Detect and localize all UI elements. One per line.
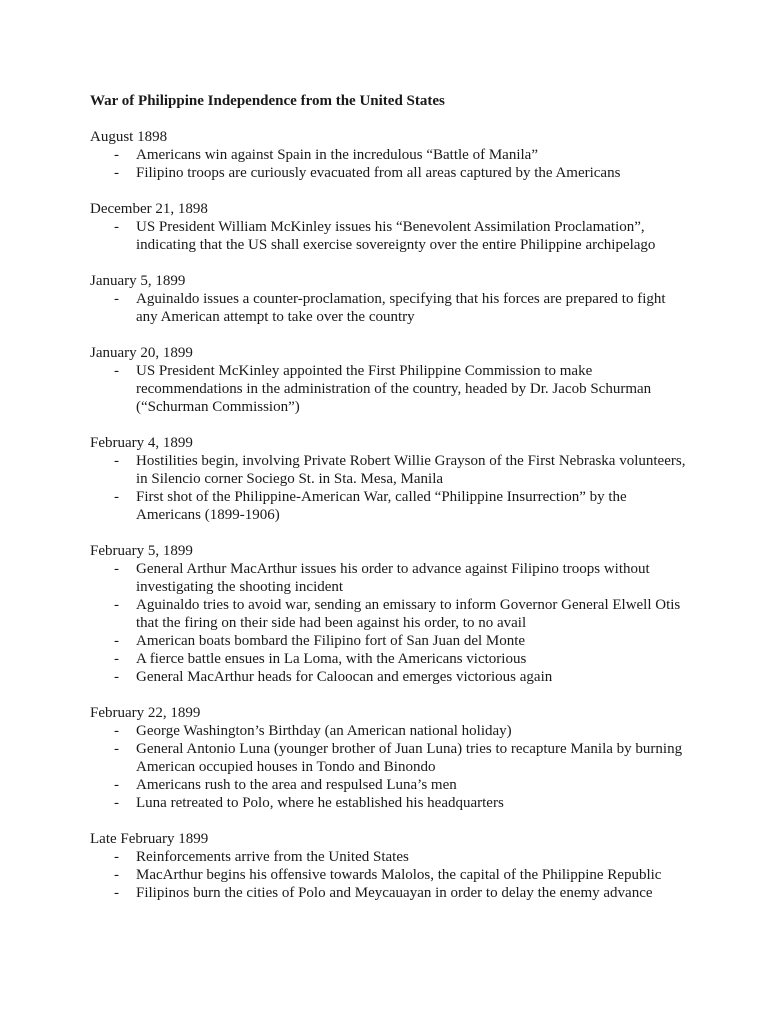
timeline-section	[90, 542, 690, 686]
timeline-section	[90, 434, 690, 524]
bullet-dash: -	[114, 147, 119, 163]
list-item-text: General MacArthur heads for Caloocan and emerges victorious again	[136, 669, 553, 685]
bullet-list	[90, 848, 690, 902]
bullet-dash: -	[114, 219, 119, 235]
bullet-list	[90, 560, 690, 686]
list-item-text: Americans rush to the area and respulsed Luna’s men	[136, 777, 457, 793]
list-item	[90, 884, 690, 902]
section-date: January 20, 1899	[90, 345, 193, 361]
section-date: August 1898	[90, 129, 168, 145]
timeline-section	[90, 704, 690, 812]
bullet-list	[90, 146, 690, 182]
list-item	[90, 866, 690, 884]
list-item-text: Reinforcements arrive from the United States	[136, 849, 409, 865]
list-item-text: Luna retreated to Polo, where he established his headquarters	[136, 795, 504, 811]
list-item	[90, 560, 690, 596]
bullet-dash: -	[114, 723, 119, 739]
list-item	[90, 488, 690, 524]
bullet-dash: -	[114, 633, 119, 649]
section-date: February 4, 1899	[90, 435, 193, 451]
bullet-list	[90, 362, 690, 416]
list-item	[90, 362, 690, 416]
list-item	[90, 452, 690, 488]
bullet-dash: -	[114, 597, 119, 613]
list-item	[90, 722, 690, 740]
bullet-list	[90, 452, 690, 524]
timeline-section	[90, 272, 690, 326]
bullet-dash: -	[114, 669, 119, 685]
bullet-list	[90, 218, 690, 254]
bullet-list	[90, 722, 690, 812]
list-item	[90, 146, 690, 164]
list-item	[90, 290, 690, 326]
list-item-text: Aguinaldo issues a counter-proclamation, specifying that his forces are prepared to fight any American attempt to take over the country	[136, 291, 666, 325]
list-item-text: Hostilities begin, involving Private Robert Willie Grayson of the First Nebraska volunteers, in Silencio corner Sociego St. in Sta. Mesa, Manila	[136, 453, 686, 487]
list-item-text: First shot of the Philippine-American War, called “Philippine Insurrection” by the Americans (1899-1906)	[136, 489, 627, 523]
document-title: War of Philippine Independence from the United States	[90, 93, 445, 109]
bullet-dash: -	[114, 795, 119, 811]
list-item-text: Aguinaldo tries to avoid war, sending an emissary to inform Governor General Elwell Otis that the firing on their side had been against his order, to no avail	[136, 597, 681, 631]
list-item-text: General Arthur MacArthur issues his order to advance against Filipino troops without investigating the shooting incident	[136, 561, 650, 595]
bullet-dash: -	[114, 885, 119, 901]
bullet-dash: -	[114, 741, 119, 757]
bullet-dash: -	[114, 363, 119, 379]
list-item	[90, 848, 690, 866]
bullet-dash: -	[114, 867, 119, 883]
list-item-text: Americans win against Spain in the incredulous “Battle of Manila”	[136, 147, 538, 163]
list-item	[90, 632, 690, 650]
timeline-section	[90, 344, 690, 416]
list-item-text: A fierce battle ensues in La Loma, with the Americans victorious	[136, 651, 527, 667]
list-item	[90, 776, 690, 794]
bullet-dash: -	[114, 165, 119, 181]
list-item	[90, 794, 690, 812]
list-item	[90, 164, 690, 182]
bullet-dash: -	[114, 291, 119, 307]
list-item	[90, 668, 690, 686]
bullet-dash: -	[114, 849, 119, 865]
list-item-text: Filipino troops are curiously evacuated from all areas captured by the Americans	[136, 165, 621, 181]
timeline-section	[90, 128, 690, 182]
list-item	[90, 596, 690, 632]
list-item-text: US President McKinley appointed the First Philippine Commission to make recommendations in the administration of the country, headed by Dr. Jacob Schurman (“Schurman Commission”)	[136, 363, 652, 415]
list-item	[90, 218, 690, 254]
timeline-section	[90, 830, 690, 902]
document-body	[90, 128, 690, 920]
timeline-section	[90, 200, 690, 254]
section-date: January 5, 1899	[90, 273, 186, 289]
list-item	[90, 650, 690, 668]
section-date: Late February 1899	[90, 831, 209, 847]
list-item	[90, 740, 690, 776]
list-item-text: George Washington’s Birthday (an American national holiday)	[136, 723, 512, 739]
bullet-dash: -	[114, 651, 119, 667]
list-item-text: American boats bombard the Filipino fort of San Juan del Monte	[136, 633, 526, 649]
bullet-dash: -	[114, 777, 119, 793]
bullet-dash: -	[114, 489, 119, 505]
bullet-dash: -	[114, 453, 119, 469]
list-item-text: Filipinos burn the cities of Polo and Meycauayan in order to delay the enemy advance	[136, 885, 653, 901]
section-date: February 22, 1899	[90, 705, 201, 721]
section-date: December 21, 1898	[90, 201, 208, 217]
list-item-text: US President William McKinley issues his “Benevolent Assimilation Proclamation”, indicating that the US shall exercise sovereignty over the entire Philippine archipelago	[136, 219, 656, 253]
list-item-text: MacArthur begins his offensive towards Malolos, the capital of the Philippine Republic	[136, 867, 662, 883]
bullet-dash: -	[114, 561, 119, 577]
section-date: February 5, 1899	[90, 543, 193, 559]
bullet-list	[90, 290, 690, 326]
list-item-text: General Antonio Luna (younger brother of Juan Luna) tries to recapture Manila by burning American occupied houses in Tondo and Binondo	[136, 741, 683, 775]
